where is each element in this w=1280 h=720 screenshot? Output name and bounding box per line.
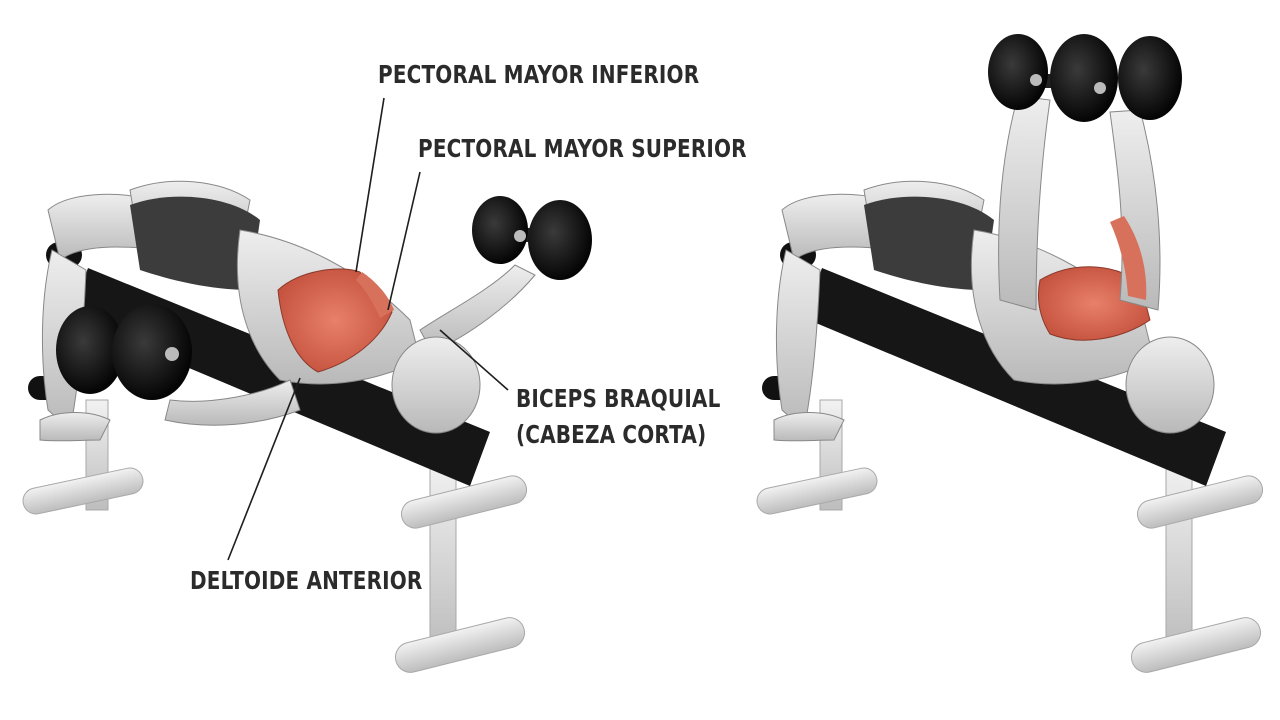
dumbbell-left-lower: [56, 304, 192, 400]
figure-right-arms-up: [755, 34, 1266, 676]
label-deltoide-anterior: DELTOIDE ANTERIOR: [190, 566, 423, 595]
label-pectoral-mayor-superior: PECTORAL MAYOR SUPERIOR: [418, 134, 747, 163]
head: [392, 337, 480, 433]
label-biceps-cabeza-corta: (CABEZA CORTA): [516, 420, 707, 449]
dumbbell-left-upper: [472, 196, 592, 280]
dumbbell-right-a: [988, 34, 1118, 122]
left-arm: [165, 380, 300, 425]
label-biceps-braquial: BICEPS BRAQUIAL: [516, 384, 721, 413]
leader-line-pec-upper: [388, 172, 420, 310]
leader-line-pec-lower: [356, 98, 384, 272]
label-pectoral-mayor-inferior: PECTORAL MAYOR INFERIOR: [378, 60, 700, 89]
head: [1126, 337, 1214, 433]
